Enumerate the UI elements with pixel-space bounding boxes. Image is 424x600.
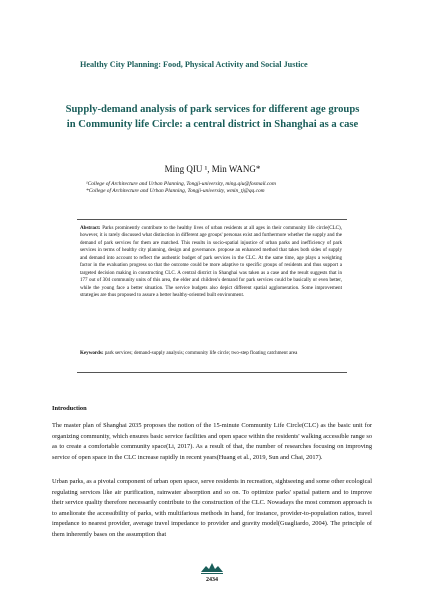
keywords-label: Keywords: [80,350,104,356]
affiliation-1: ¹College of Architecture and Urban Planning, Tongji-university, ming.qiu@foxmail.com [86,181,276,187]
page-number: 2434 [206,577,218,583]
conference-logo-icon [200,561,224,575]
section-heading-introduction: Introduction [52,405,87,412]
abstract-text: Parks prominently contribute to the healthy lives of urban residents at all ages in their community life circle(CLC), however, it is rarely discussed what distinction in different age groups' personas exist and furthermore whether the supply and the demand of park services for them are matched. This results in socio-spatial injustice of urban parks and inefficiency of park services in terms of healthy city planning, design and governance. propose an enhanced method that takes both sides of supply and demand into account to reflect the authentic budget of park services in the CLC. At the same time, age plays a weighting factor in the evaluation progress so that the outcome could be more adaptive to specific groups of residents and thus support a targeted decision making in constructing CLC. A central district in Shanghai was taken as a case and the result suggests that in 177 out of 304 community units of this area, the elder and children's demand for park services could be basically or even better, while the young face a better situation. The service budgets also depict different spatial agglomeration. Some improvement strategies are thus proposed to assure a better healthy-oriented built environment. [80,225,342,299]
abstract-label: Abstract: [80,225,101,231]
keywords [80,350,342,357]
author-list: Ming QIU ¹, Min WANG* [164,164,261,174]
paper-title: Supply-demand analysis of park services for different age groups in Community life Circle: a central district in Shanghai as a case [65,104,360,130]
body-paragraph-2: Urban parks, as a pivotal component of urban open space, serve residents in recreation, sightseeing and some other ecological regulating services like air purification, rainwater absorption and so on. To optimize parks' spatial pattern and to improve their service quality therefore necessarily contribute to the construction of the CLC. Nowadays the most common approach is to ameliorate the accessibility of parks, with multifarious methods in hand, for instance, provider-to-population ratios, travel impedance to nearest provider, average travel impedance to provider and gravity model(Guagliardo, 2004). The principle of them inherently bases on the assumption that [52,478,372,538]
body-paragraph-1: The master plan of Shanghai 2035 proposes the notion of the 15-minute Community Life Circle(CLC) as the basic unit for organizing community, which ensures basic service facilities and open space within the residents' walking accessible range so as to create a comfortable community space(Li, 2017). As a result of that, the number of researches focusing on improving service of open space in the CLC increase rapidly in recent years(Huang et al., 2019, Sun and Chai, 2017). [52,422,372,461]
abstract-top-rule [77,219,347,220]
affiliations [86,181,376,196]
keywords-text: park services; demand-supply analysis; community life circle; two-step floating catchment area [104,350,298,356]
affiliation-2: *College of Architecture and Urban Planning, Tongji-university, wmin_tj@qq.com [86,188,265,195]
abstract [80,225,342,300]
abstract-bottom-rule [77,372,347,373]
series-header: Healthy City Planning: Food, Physical Activity and Social Justice [80,60,308,69]
